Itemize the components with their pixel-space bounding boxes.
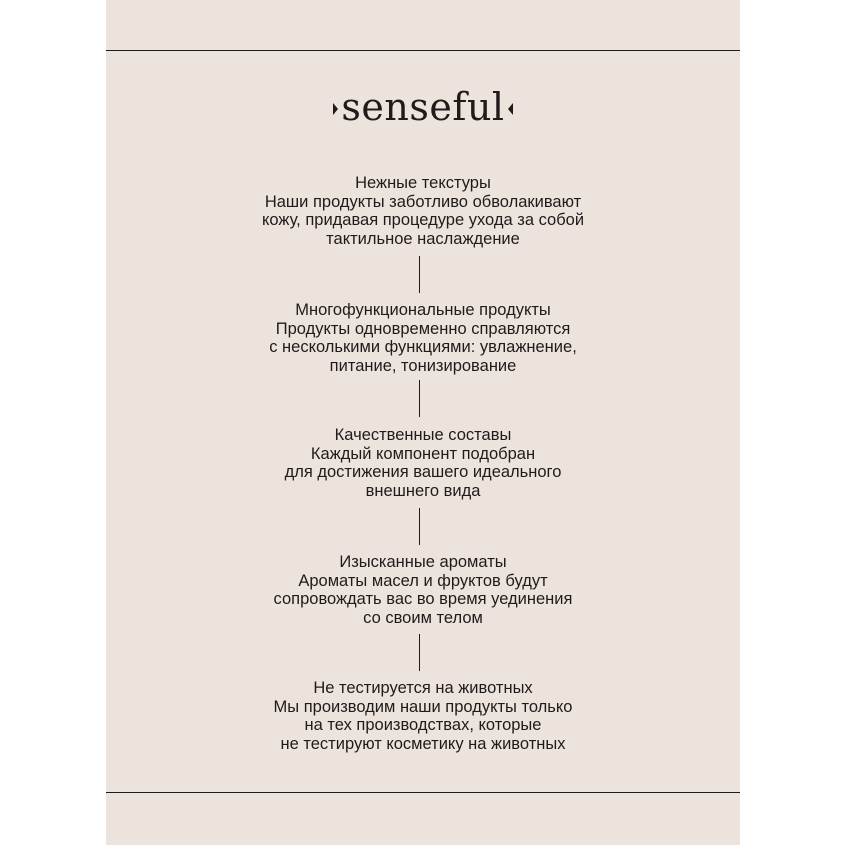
- info-card: [106, 0, 740, 845]
- vertical-divider: [419, 380, 420, 417]
- feature-line: Каждый компонент подобран: [310, 444, 536, 463]
- feature-title: Качественные составы: [334, 426, 512, 444]
- feature-line: внешнего вида: [365, 481, 481, 500]
- feature-block-textures: [106, 174, 740, 248]
- feature-line: сопровождать вас во время уединения: [273, 590, 573, 608]
- feature-block-aromas: [106, 553, 740, 627]
- feature-line: Ароматы масел и фруктов будут: [298, 571, 548, 590]
- feature-line: кожу, придавая процедуре ухода за собой: [261, 211, 585, 229]
- feature-title: Многофункциональные продукты: [295, 301, 551, 319]
- feature-block-multifunctional: [106, 301, 740, 375]
- feature-title: Нежные текстуры: [355, 174, 491, 192]
- bottom-rule: [106, 792, 740, 793]
- brand-logo: [106, 85, 740, 129]
- brand-name: senseful: [341, 85, 505, 129]
- feature-line: со своим телом: [363, 608, 483, 627]
- feature-line: питание, тонизирование: [329, 356, 517, 375]
- vertical-divider: [419, 634, 420, 671]
- vertical-divider: [419, 256, 420, 293]
- feature-line: Мы производим наши продукты только: [273, 697, 573, 716]
- feature-line: на тех производствах, которые: [304, 716, 542, 734]
- logo-right-mark-icon: [508, 103, 513, 115]
- feature-line: не тестируют косметику на животных: [280, 734, 566, 753]
- feature-line: с несколькими функциями: увлажнение,: [269, 338, 577, 356]
- feature-line: тактильное наслаждение: [326, 229, 520, 248]
- vertical-divider: [419, 508, 420, 545]
- logo-left-mark-icon: [333, 103, 338, 115]
- top-rule: [106, 50, 740, 51]
- feature-line: Наши продукты заботливо обволакивают: [264, 192, 582, 211]
- feature-block-ingredients: [106, 426, 740, 500]
- feature-line: Продукты одновременно справляются: [275, 319, 571, 338]
- feature-title: Изысканные ароматы: [339, 553, 507, 571]
- feature-line: для достижения вашего идеального: [284, 463, 562, 481]
- feature-block-cruelty-free: [106, 679, 740, 753]
- feature-title: Не тестируется на животных: [313, 679, 533, 697]
